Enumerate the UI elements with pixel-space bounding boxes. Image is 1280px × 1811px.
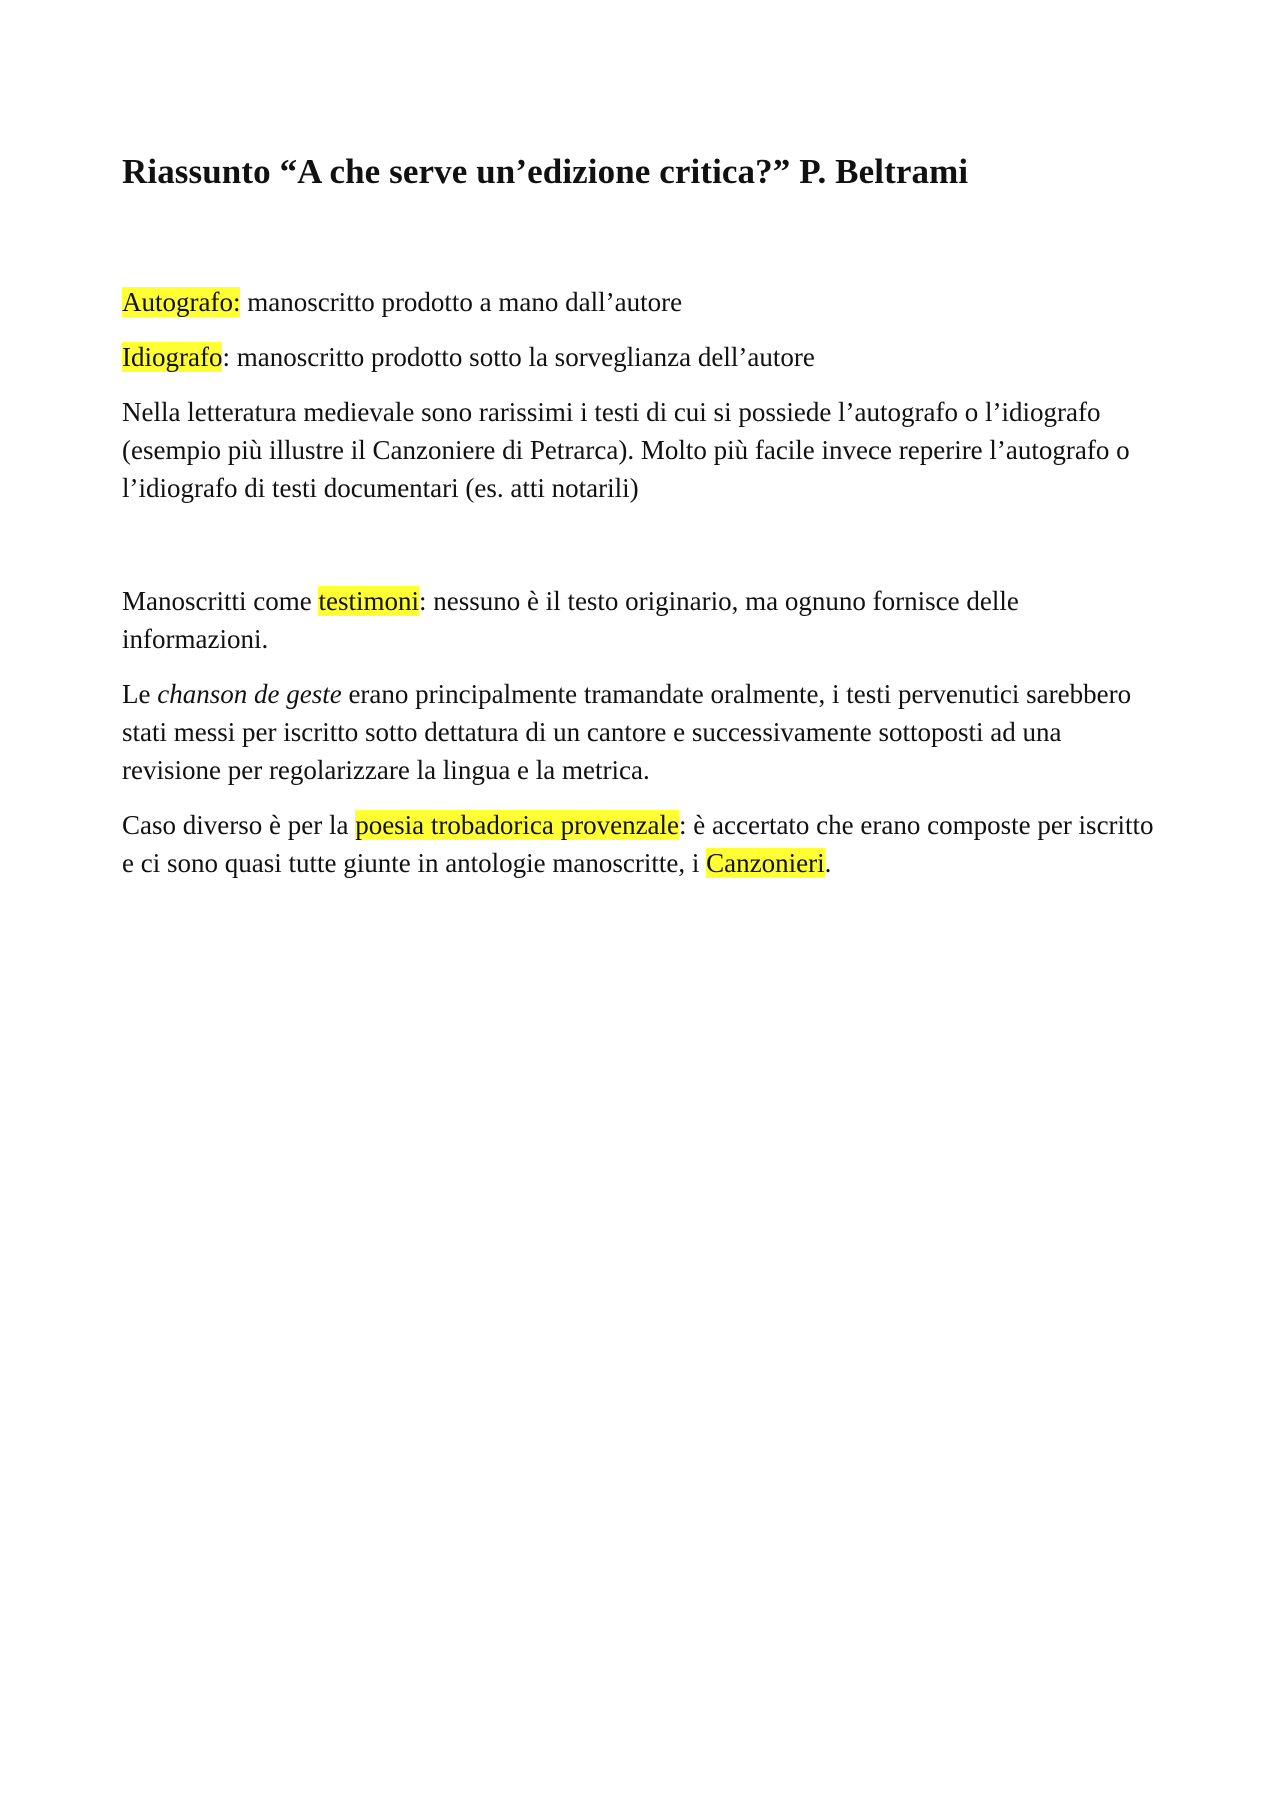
text-segment: . <box>824 848 832 878</box>
text-segment: Manoscritti come <box>122 586 319 616</box>
term-autografo: Autografo: <box>122 287 241 317</box>
definition-text: manoscritto prodotto a mano dall’autore <box>240 287 683 317</box>
paragraph-witnesses <box>122 582 1162 658</box>
term-idiografo: Idiografo <box>122 342 223 372</box>
definition-text: : manoscritto prodotto sotto la sorveglianza dell’autore <box>222 342 815 372</box>
definition-idiografo <box>122 338 1162 376</box>
text-segment: : è accertato che erano composte per iscritto e ci sono quasi tutte giunte in antologie manoscritte, i <box>122 810 1154 878</box>
term-poesia-trobadorica: poesia trobadorica provenzale <box>355 810 680 840</box>
term-testimoni: testimoni <box>318 586 419 616</box>
text-segment: : nessuno è il testo originario, ma ognuno fornisce delle informazioni. <box>122 586 1019 654</box>
text-segment: Le <box>122 679 158 709</box>
term-chanson-de-geste: chanson de geste <box>157 679 342 709</box>
paragraph-troubadour <box>122 806 1162 882</box>
term-canzonieri: Canzonieri <box>706 848 825 878</box>
document-page <box>122 150 1162 882</box>
paragraph-medieval: Nella letteratura medievale sono rarissimi i testi di cui si possiede l’autografo o l’idiografo (esempio più illustre il Canzoniere di Petrarca). Molto più facile invece reperire l’autografo o l’idiografo di testi documentari (es. atti notarili) <box>122 397 1130 503</box>
definition-autografo <box>122 283 1162 321</box>
text-segment: Caso diverso è per la <box>122 810 356 840</box>
paragraph-chanson <box>122 675 1162 789</box>
page-title: Riassunto “A che serve un’edizione critica?” P. Beltrami <box>122 152 969 191</box>
text-segment: erano principalmente tramandate oralmente, i testi pervenutici sarebbero stati messi per iscritto sotto dettatura di un cantore e successivamente sottoposti ad una revisione per regolarizzare la lingua e la metrica. <box>122 679 1132 785</box>
